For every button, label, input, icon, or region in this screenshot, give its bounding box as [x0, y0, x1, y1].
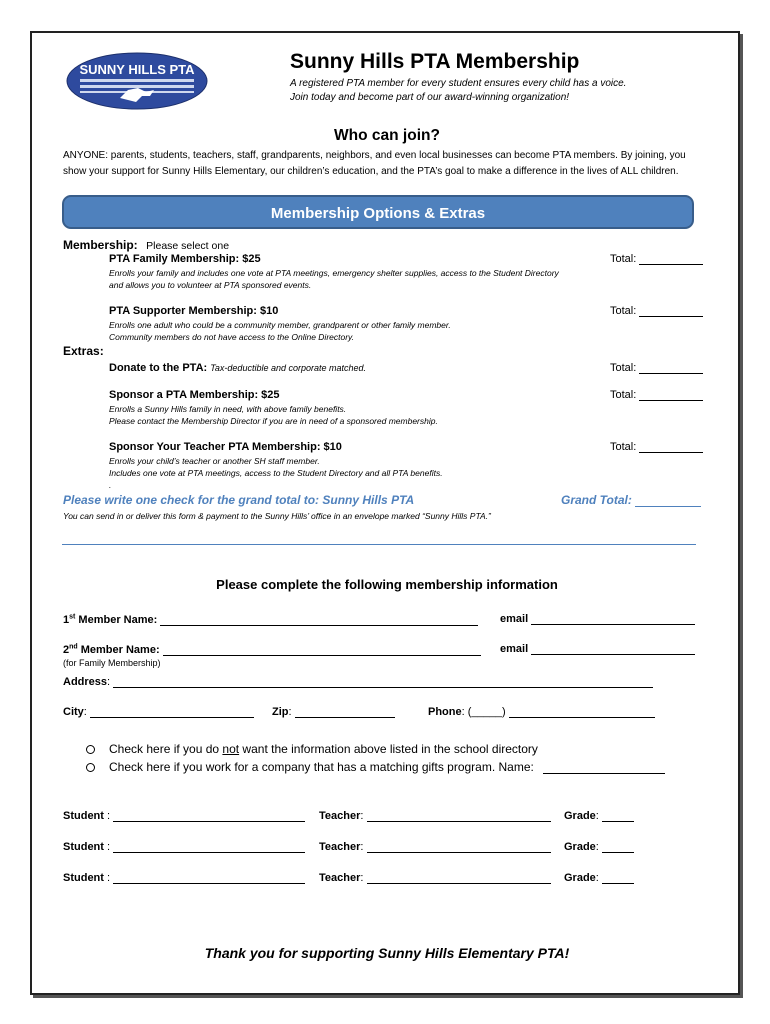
teacher-name-field[interactable]: Teacher: — [319, 872, 551, 884]
supporter-total-field[interactable]: Total: — [610, 305, 703, 317]
student-name-field[interactable]: Student : — [63, 810, 305, 822]
membership-label-row: Membership: Please select one — [63, 238, 230, 252]
teacher-name-field[interactable]: Teacher: — [319, 810, 551, 822]
radio-circle-icon[interactable] — [86, 763, 95, 772]
teacher-name-field[interactable]: Teacher: — [319, 841, 551, 853]
grade-field[interactable]: Grade: — [564, 810, 634, 822]
student-name-field[interactable]: Student : — [63, 872, 305, 884]
svg-text:SUNNY HILLS PTA: SUNNY HILLS PTA — [79, 62, 195, 77]
page-subtitle: A registered PTA member for every student ensures every child has a voice. Join today and become part of our award-winning organization! — [290, 78, 627, 103]
family-membership-note: (for Family Membership) — [63, 658, 161, 668]
who-can-join-heading: Who can join? — [334, 127, 440, 144]
phone-field[interactable]: Phone: (_____) — [428, 706, 655, 718]
family-membership-desc: Enrolls your family and includes one vote at PTA meetings, emergency shelter supplies, access to the Student Directory and allows you to volunteer at PTA sponsored events. — [109, 268, 559, 290]
matching-gifts-checkbox[interactable]: Check here if you work for a company that has a matching gifts program. Name: — [86, 760, 665, 774]
student-name-field[interactable]: Student : — [63, 841, 305, 853]
donate-total-field[interactable]: Total: — [610, 362, 703, 374]
who-can-join-text: ANYONE: parents, students, teachers, staff, grandparents, neighbors, and even local businesses can become PTA members. By joining, you show your support for Sunny Hills Elementary, our children’s education, and the PTA’s goal to make a difference in the lives of ALL children. — [63, 150, 686, 177]
membership-info-heading: Please complete the following membership information — [216, 577, 558, 592]
grade-field[interactable]: Grade: — [564, 872, 634, 884]
donate-option[interactable]: Donate to the PTA: Tax-deductible and corporate matched. — [109, 362, 367, 374]
sunny-hills-logo — [66, 52, 208, 110]
directory-optout-checkbox[interactable]: Check here if you do not want the information above listed in the school directory — [86, 742, 538, 756]
payment-note: You can send in or deliver this form & payment to the Sunny Hills’ office in an envelope marked “Sunny Hills PTA.” — [63, 511, 491, 521]
section-divider — [62, 544, 696, 545]
sponsor-teacher-desc: Enrolls your child’s teacher or another SH staff member. Includes one vote at PTA meetings, access to the Student Directory and all PTA benefits. . — [109, 456, 443, 490]
city-field[interactable]: City: — [63, 706, 254, 718]
teacher-total-field[interactable]: Total: — [610, 441, 703, 453]
zip-field[interactable]: Zip: — [272, 706, 395, 718]
page-title: Sunny Hills PTA Membership — [290, 50, 580, 73]
family-membership-option[interactable]: PTA Family Membership: $25 — [109, 253, 261, 265]
extras-label: Extras: — [63, 344, 104, 358]
member1-name-field[interactable]: 1st Member Name: — [63, 613, 478, 626]
member2-name-field[interactable]: 2nd Member Name: — [63, 643, 481, 656]
supporter-membership-option[interactable]: PTA Supporter Membership: $10 — [109, 305, 279, 317]
radio-circle-icon[interactable] — [86, 745, 95, 754]
sponsor-teacher-option[interactable]: Sponsor Your Teacher PTA Membership: $10 — [109, 441, 342, 453]
address-field[interactable]: Address: — [63, 676, 653, 688]
membership-options-banner: Membership Options & Extras — [62, 195, 694, 229]
sponsor-total-field[interactable]: Total: — [610, 389, 703, 401]
thank-you-message: Thank you for supporting Sunny Hills Elementary PTA! — [204, 945, 570, 961]
grand-total-field[interactable]: Grand Total: — [561, 493, 701, 507]
grade-field[interactable]: Grade: — [564, 841, 634, 853]
member2-email-field[interactable]: email — [500, 643, 695, 655]
member1-email-field[interactable]: email — [500, 613, 695, 625]
sponsor-membership-desc: Enrolls a Sunny Hills family in need, with above family benefits. Please contact the Membership Director if you are in need of a sponsored membership. — [109, 404, 438, 426]
supporter-membership-desc: Enrolls one adult who could be a community member, grandparent or other family member. Community members do not have access to the Online Directory. — [109, 320, 451, 342]
sponsor-membership-option[interactable]: Sponsor a PTA Membership: $25 — [109, 389, 280, 401]
family-total-field[interactable]: Total: — [610, 253, 703, 265]
check-payable-text: Please write one check for the grand total to: Sunny Hills PTA — [63, 493, 415, 507]
